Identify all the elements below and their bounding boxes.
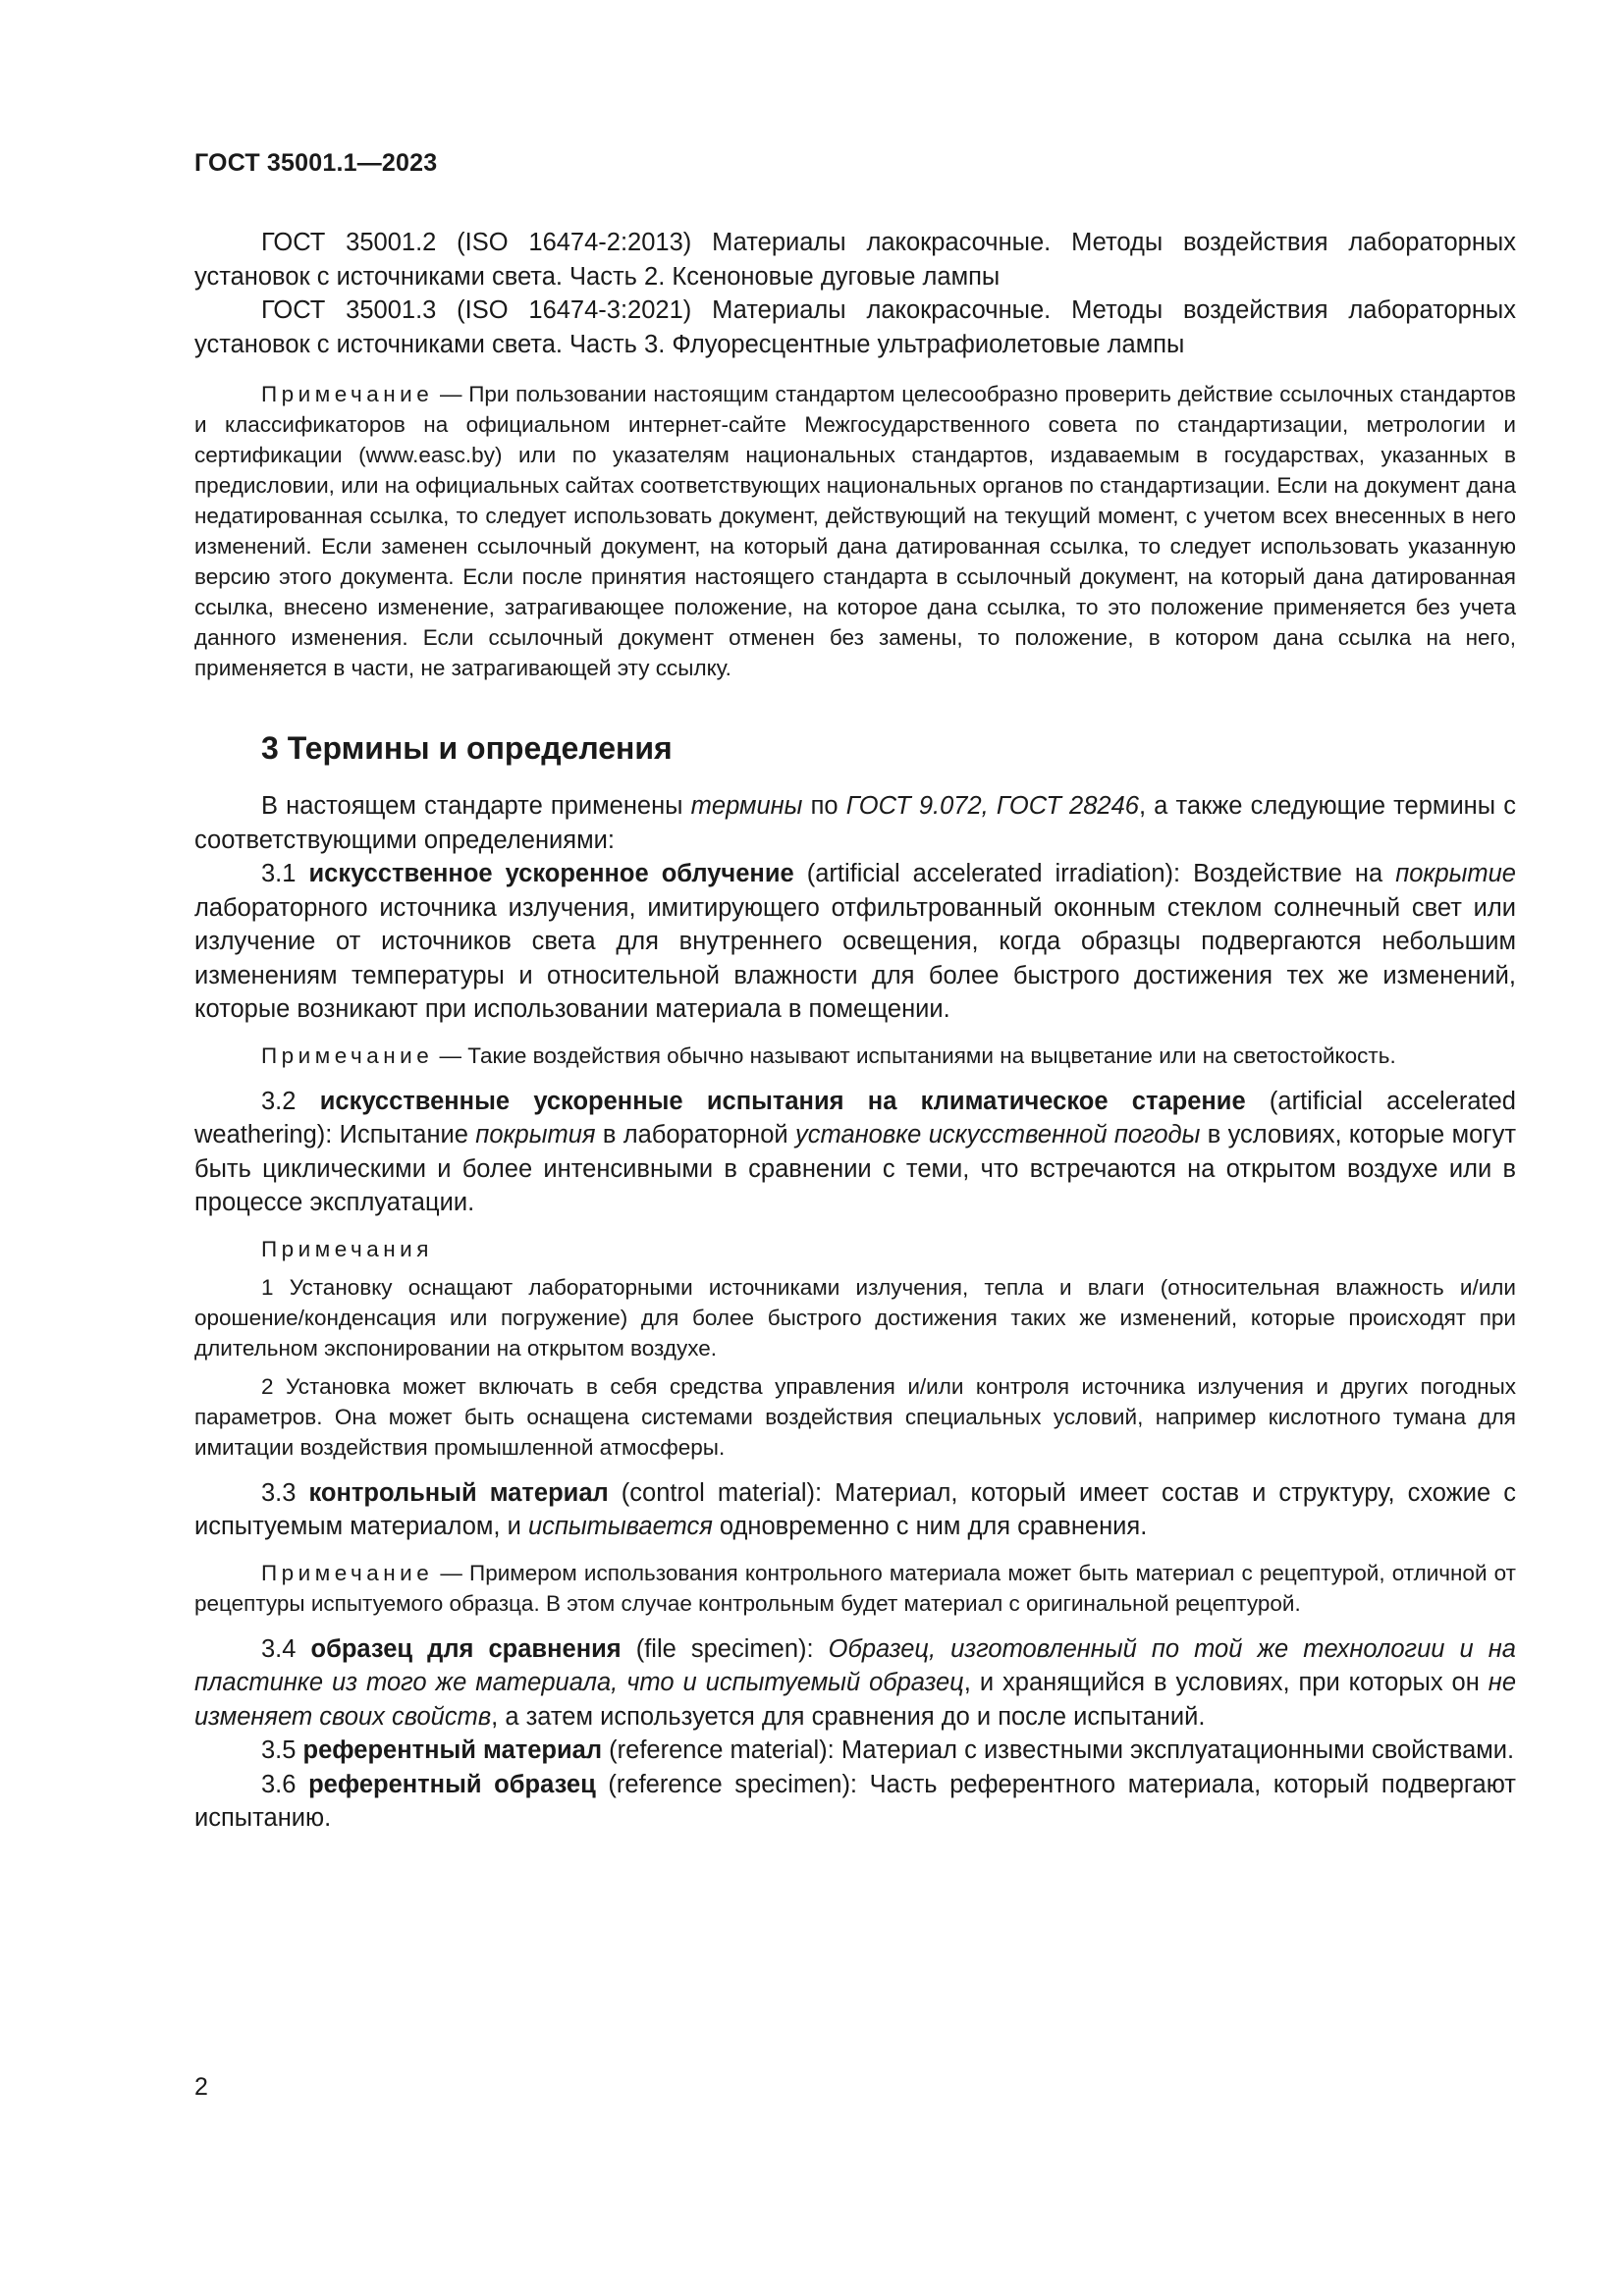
references-note: Примечание — При пользовании настоящим стандартом целесообразно проверить действие ссылочных стандартов и классификаторов на официальном интернет-сайте Межгосударственного совета по стандартизации, метрологии и сертификации (www.easc.by) или по указателям национальных стандартов, издаваемым в государствах, указанных в предисловии, или на официальных сайтах соответствующих национальных органов по стандартизации. Если на документ дана недатированная ссылка, то следует использовать документ, действующий на текущий момент, с учетом всех внесенных в него изменений. Если заменен ссылочный документ, на который дана датированная ссылка, то следует использовать указанную версию этого документа. Если после принятия настоящего стандарта в ссылочный документ, на который дана датированная ссылка, внесено изменение, затрагивающее положение, на которое дана ссылка, то это положение применяется без учета данного изменения. Если ссылочный документ отменен без замены, то положение, в котором дана ссылка на него, применяется в части, не затрагивающей эту ссылку. — [194, 382, 1516, 680]
note-label: Примечание — [261, 382, 434, 406]
term-3-6-name: референтный образец — [308, 1770, 596, 1798]
term-3-2-notes-label: Примечания — [261, 1236, 433, 1261]
term-3-1-name: искусственное ускоренное облучение — [308, 860, 794, 887]
term-3-5-name: референтный материал — [302, 1736, 603, 1764]
section-intro: В настоящем стандарте применены термины по ГОСТ 9.072, ГОСТ 28246, а также следующие термины с соответствующими определениями: — [194, 792, 1516, 854]
term-3-5: 3.5 референтный материал (reference material): Материал с известными эксплуатационными свойствами. — [261, 1736, 1515, 1764]
term-3-3-note: Примечание — Примером использования контрольного материала может быть материал с рецептурой, отличной от рецептуры испытуемого образца. В этом случае контрольным будет материал с оригинальной рецептурой. — [194, 1560, 1516, 1616]
term-3-3: 3.3 контрольный материал (control material): Материал, который имеет состав и структуру, схожие с испытуемым материалом, и испытывается одновременно с ним для сравнения. — [194, 1478, 1516, 1540]
page-content — [194, 226, 1516, 1836]
term-3-2-note-2: 2 Установка может включать в себя средства управления и/или контроля источника излучения и других погодных параметров. Она может быть оснащена системами воздействия специальных условий, например кислотного тумана для имитации воздействия промышленной атмосферы. — [194, 1373, 1516, 1460]
section-title: 3 Термины и определения — [261, 730, 673, 766]
term-3-4-name: образец для сравнения — [310, 1634, 622, 1663]
note-text: При пользовании настоящим стандартом целесообразно проверить действие ссылочных стандартов и классификаторов на официальном интернет-сайте Межгосударственного совета по стандартизации, метрологии и сертификации (www.easc.by) или по указателям национальных стандартов, издаваемым в государствах, указанных в предисловии, или на официальных сайтах соответствующих национальных органов по стандартизации. Если на документ дана недатированная ссылка, то следует использовать документ, действующий на текущий момент, с учетом всех внесенных в него изменений. Если заменен ссылочный документ, на который дана датированная ссылка, то следует использовать указанную версию этого документа. Если после принятия настоящего стандарта в ссылочный документ, на который дана датированная ссылка, внесено изменение, затрагивающее положение, на которое дана ссылка, то это положение применяется без учета данного изменения. Если ссылочный документ отменен без замены, то положение, в котором дана ссылка на него, применяется в части, не затрагивающей эту ссылку. — [194, 382, 1516, 680]
term-3-4: 3.4 образец для сравнения (file specimen): Образец, изготовленный по той же технологии и на пластинке из того же материала, что и испытуемый образец, и хранящийся в условиях, при которых он не изменяет своих свойств, а затем используется для сравнения до и после испытаний. — [194, 1634, 1516, 1731]
term-3-1-note: Примечание — Такие воздействия обычно называют испытаниями на выцветание или на светостойкость. — [261, 1042, 1396, 1068]
term-3-6: 3.6 референтный образец (reference specimen): Часть референтного материала, который подвергают испытанию. — [194, 1770, 1516, 1832]
reference-gost-35001-2: ГОСТ 35001.2 (ISO 16474-2:2013) Материалы лакокрасочные. Методы воздействия лабораторных установок с источниками света. Часть 2. Ксеноновые дуговые лампы — [194, 229, 1516, 291]
document-id: ГОСТ 35001.1—2023 — [194, 149, 438, 177]
term-3-1: 3.1 искусственное ускоренное облучение (artificial accelerated irradiation): Воздействие на покрытие лабораторного источника излучения, имитирующего отфильтрованный оконным стеклом солнечный свет или излучение от источников света для внутреннего освещения, когда образцы подвергаются небольшим изменениям температуры и относительной влажности для более быстрого достижения тех же изменений, которые возникают при использовании материала в помещении. — [194, 860, 1516, 1023]
term-3-2-note-1: 1 Установку оснащают лабораторными источниками излучения, тепла и влаги (относительная влажность и/или орошение/конденсация или погружение) для более быстрого достижения таких же изменений, которые происходят при длительном экспонировании на открытом воздухе. — [194, 1274, 1516, 1361]
reference-gost-35001-3: ГОСТ 35001.3 (ISO 16474-3:2021) Материалы лакокрасочные. Методы воздействия лабораторных установок с источниками света. Часть 3. Флуоресцентные ультрафиолетовые лампы — [194, 296, 1516, 358]
term-3-3-name: контрольный материал — [308, 1478, 609, 1507]
term-3-2: 3.2 искусственные ускоренные испытания на климатическое старение (artificial accelerated weathering): Испытание покрытия в лабораторной установке искусственной погоды в условиях, которые могут быть циклическими и более интенсивными в сравнении с теми, что встречаются на открытом воздухе или в процессе эксплуатации. — [194, 1087, 1517, 1216]
page-number: 2 — [194, 2073, 208, 2101]
term-3-2-name: искусственные ускоренные испытания на климатическое старение — [319, 1087, 1246, 1115]
